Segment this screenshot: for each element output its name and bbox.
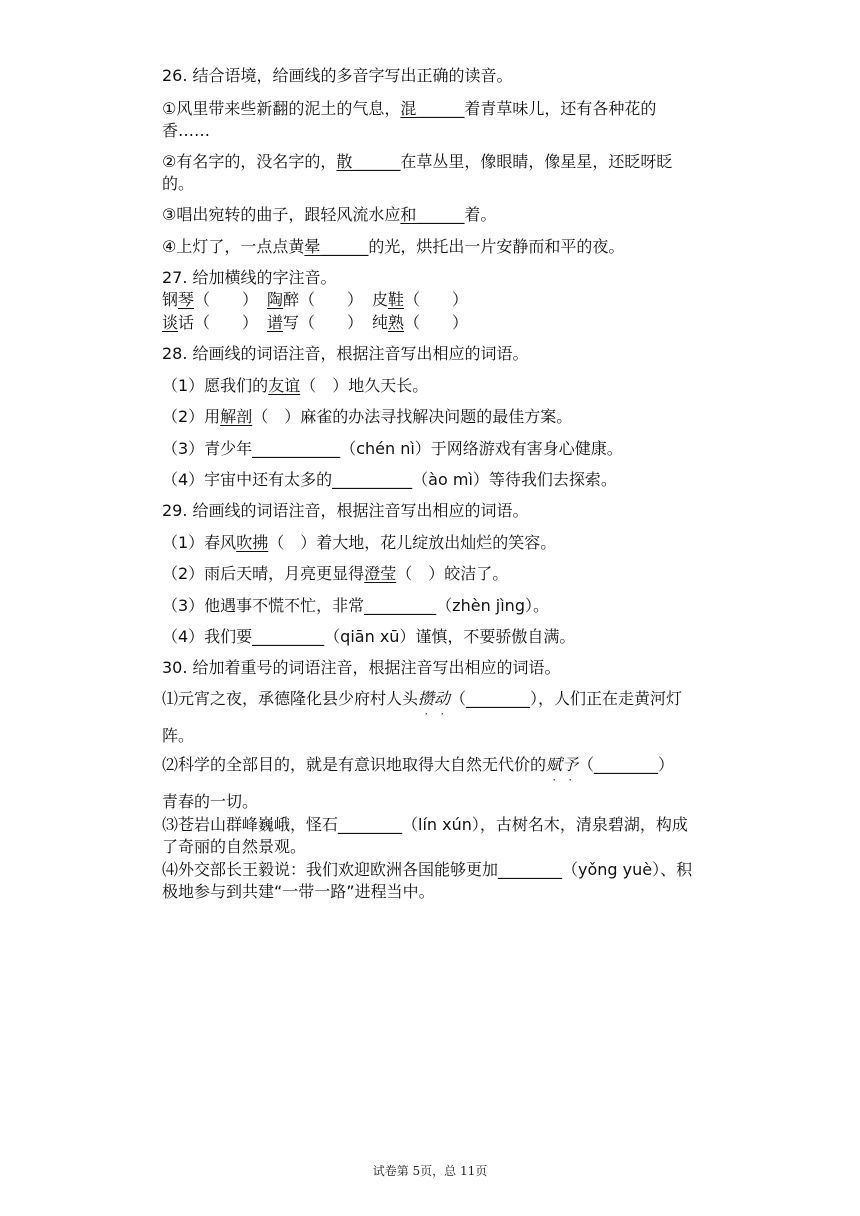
emphasis-word: 予 (562, 755, 579, 774)
q26-title: 26. 结合语境，给画线的多音字写出正确的读音。 (162, 66, 513, 85)
q30-item-4-cont: 极地参与到共建“一带一路”进程当中。 (162, 882, 435, 901)
q30-item-4: ⑷外交部长王毅说：我们欢迎欧洲各国能够更加________（yǒng yuè）、积 (162, 860, 693, 879)
emphasis-word: 攒 (418, 689, 435, 708)
q30-item-1: ⑴元宵之夜，承德隆化县少府村人头攒动（________），人们正在走黄河灯 (162, 689, 683, 708)
q28-item-3: （3）青少年___________（chén nì）于网络游戏有害身心健康。 (162, 439, 623, 458)
q27-row-1 (162, 290, 468, 310)
q27-word: 皮鞋（ ） (372, 290, 469, 309)
q26-item-3: ③唱出宛转的曲子，跟轻风流水应和______着。 (162, 205, 497, 224)
q27-word: 谈话（ ） (162, 313, 259, 332)
q28-item-2: （2）用解剖（ ）麻雀的办法寻找解决问题的最佳方案。 (162, 407, 573, 426)
q27-word: 谱写（ ） (267, 313, 364, 332)
q29-item-1: （1）春风吹拂（ ）着大地，花儿绽放出灿烂的笑容。 (162, 533, 557, 552)
page-footer: 试卷第 5页，总 11页 (372, 1164, 488, 1178)
q29-item-3: （3）他遇事不慌不忙，非常_________（zhèn jìng）。 (162, 596, 549, 615)
q30-item-3: ⑶苍岩山群峰巍峨，怪石________（lín xún），古树名木，清泉碧湖，构成 (162, 815, 688, 834)
emphasis-word: 赋 (546, 755, 563, 774)
q26-item-1-cont: 香…… (162, 121, 211, 140)
q27-title: 27. 给加横线的字注音。 (162, 268, 337, 287)
q27-row-2 (162, 313, 468, 333)
emphasis-word: 动 (434, 689, 451, 708)
q27-word: 纯熟（ ） (372, 313, 469, 332)
q30-item-2-cont: 青春的一切。 (162, 792, 259, 811)
q28-title: 28. 给画线的词语注音，根据注音写出相应的词语。 (162, 344, 529, 363)
q26-item-1: ①风里带来些新翻的泥土的气息，混______着青草味儿，还有各种花的 (162, 99, 657, 118)
q28-item-1: （1）愿我们的友谊（ ）地久天长。 (162, 376, 429, 395)
q30-title: 30. 给加着重号的词语注音，根据注音写出相应的词语。 (162, 658, 561, 677)
q27-word: 钢琴（ ） (162, 290, 259, 309)
q27-word: 陶醉（ ） (267, 290, 364, 309)
q29-item-4: （4）我们要_________（qiān xū）谨慎，不要骄傲自满。 (162, 627, 576, 646)
q28-item-4: （4）宇宙中还有太多的__________（ào mì）等待我们去探索。 (162, 470, 617, 489)
q26-item-2-cont: 的。 (162, 174, 195, 193)
q30-item-3-cont: 了奇丽的自然景观。 (162, 837, 307, 856)
q29-title: 29. 给画线的词语注音，根据注音写出相应的词语。 (162, 501, 529, 520)
q30-item-2: ⑵科学的全部目的，就是有意识地取得大自然无代价的赋予（________） (162, 755, 675, 774)
q26-item-4: ④上灯了，一点点黄晕______的光，烘托出一片安静而和平的夜。 (162, 237, 625, 256)
q30-item-1-cont: 阵。 (162, 726, 195, 745)
q26-item-2: ②有名字的，没名字的，散______在草丛里，像眼睛，像星星，还眨呀眨 (162, 152, 673, 171)
q29-item-2: （2）雨后天晴，月亮更显得澄莹（ ）皎洁了。 (162, 564, 509, 583)
